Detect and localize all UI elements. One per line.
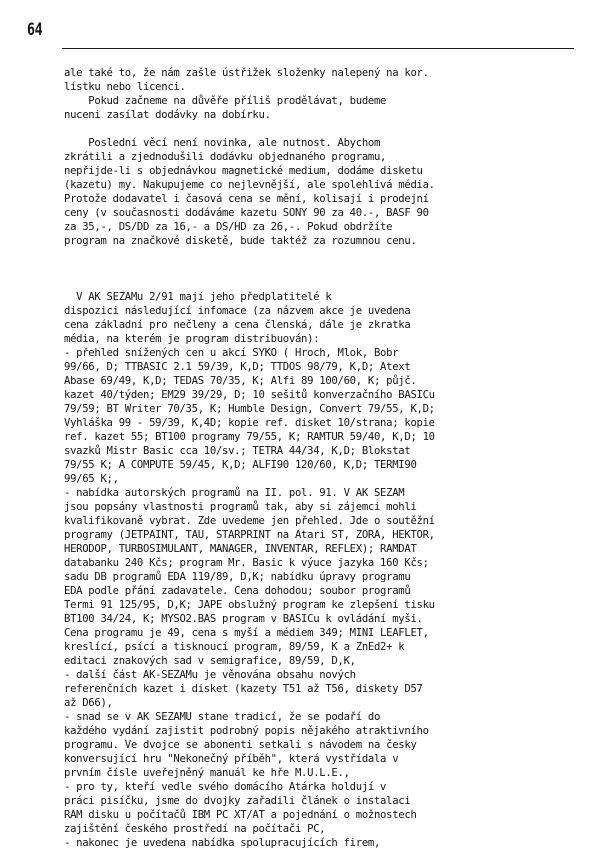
text-line: cena základní pro nečleny a cena členská, dále je zkratka (64, 319, 411, 331)
text-line: dispozici následující infomace (za názvem akce je uvedena (64, 305, 411, 317)
text-line: - nabídka autorských programů na II. pol. 91. V AK SEZAM (64, 487, 405, 499)
text-line: nepřijde-li s objednávkou magnetické medium, dodáme disketu (64, 165, 423, 177)
text-line: editaci znakových sad v semigrafice, 89/59, D,K, (64, 655, 356, 667)
text-line: 99/66, D; TTBASIC 2.1 59/39, K,D; TTDOS 98/79, K,D; Atext (64, 361, 411, 373)
text-line: ceny (v současnosti dodáváme kazetu SONY 90 za 40.-, BASF 90 (64, 207, 429, 219)
text-line: Termi 91 125/95, D,K; JAPE obslužný program ke zlepšení tisku (64, 599, 435, 611)
text-line: programu. Ve dvojce se abonenti setkali s návodem na česky (64, 739, 417, 751)
text-line: - pro ty, kteří vedle svého domácího Atárka holdují v (64, 781, 387, 793)
text-line: ref. kazet 55; BT100 programy 79/55, K; RAMTUR 59/40, K,D; 10 (64, 431, 435, 443)
text-line: kazet 40/týden; EM29 39/29, D; 10 sešitů konverzačního BASICu (64, 389, 435, 401)
text-line: jsou popsány vlastnosti programů tak, aby si zájemci mohli (64, 501, 417, 513)
text-line: - nakonec je uvedena nabídka spolupracujících firem, (64, 837, 381, 849)
text-line: program na značkové disketě, bude taktéž za rozumnou cenu. (64, 235, 417, 247)
text-line: Poslední věcí není novinka, ale nutnost. Abychom (64, 137, 381, 149)
text-line: Pokud začneme na důvěře příliš prodělávat, budeme (64, 95, 387, 107)
text-line: každého vydání zajistit podrobný popis nějakého atraktivního (64, 725, 429, 737)
text-line: - další část AK-SEZAMu je věnována obsahu nových (64, 669, 356, 681)
text-line: konversující hru "Nekonečný příběh", která vystřídala v (64, 753, 399, 765)
text-line: 99/65 K;, (64, 473, 119, 485)
text-line: za 35,-, DS/DD za 16,- a DS/HD za 26,-. Pokud obdržíte (64, 221, 393, 233)
text-line: kreslící, psící a tisknoucí program, 89/59, K a ZnEd2+ k (64, 641, 405, 653)
text-line: kvalifikovaně vybrat. Zde uvedeme jen přehled. Jde o soutěžní (64, 515, 435, 527)
text-line: programy (JETPAINT, TAU, STARPRINT na Atari ST, ZORA, HEKTOR, (64, 529, 435, 541)
text-line: V AK SEZAMu 2/91 mají jeho předplatitelé k (64, 291, 332, 303)
text-line: prvním čísle uveřejněný manuál ke hře M.U.L.E., (64, 767, 350, 779)
text-line: - snad se v AK SEZAMU stane tradicí, že se podaří do (64, 711, 381, 723)
text-line: práci pisíčku, jsme do dvojky zařadili článek o instalaci (64, 795, 411, 807)
text-line: Cena programu je 49, cena s myší a médiem 349; MINI LEAFLET, (64, 627, 429, 639)
page-number: 64 (27, 20, 43, 40)
text-line: nuceni zasílat dodávky na dobírku. (64, 109, 271, 121)
text-line: ale také to, že nám zašle ústřižek složenky nalepený na kor. (64, 67, 429, 79)
text-line: Vyhláška 99 - 59/39, K,4D; kopie ref. disket 10/strana; kopie (64, 417, 435, 429)
text-line: zajištění českého prostředí na počítači PC, (64, 823, 326, 835)
text-line: 79/55 K; A COMPUTE 59/45, K,D; ALFI90 120/60, K,D; TERMI90 (64, 459, 417, 471)
text-line: až D66), (64, 697, 113, 709)
text-line: zkrátili a zjednodušili dodávku objednaného programu, (64, 151, 387, 163)
text-line: (kazetu) my. Nakupujeme co nejlevnější, ale spolehlivá média. (64, 179, 435, 191)
text-line: EDA podle přání zadavatele. Cena dohodou; soubor programů (64, 585, 411, 597)
text-line: referenčních kazet i disket (kazety T51 až T56, diskety D57 (64, 683, 423, 695)
text-line: Abase 69/49, K,D; TEDAS 70/35, K; Alfi 89 100/60, K; půjč. (64, 375, 417, 387)
text-line: 79/59; BT Writer 70/35, K; Humble Design, Convert 79/55, K,D; (64, 403, 435, 415)
text-line: svazků Mistr Basic cca 10/sv.; TETRA 44/34, K,D; Blokstat (64, 445, 411, 457)
text-line: sadu DB programů EDA 119/89, D,K; nabídku úpravy programu (64, 571, 411, 583)
text-line: Protože dodavatel i časová cena se mění, kolisají i prodejní (64, 193, 429, 205)
text-line: - přehled snížených cen u akcí SYKO ( Hroch, Mlok, Bobr (64, 347, 399, 359)
header-rule (62, 48, 574, 49)
text-line: HERODOP, TURBOSIMULANT, MANAGER, INVENTAR, REFLEX); RAMDAT (64, 543, 417, 555)
text-line: média, na kterém je program distribuován): (64, 333, 320, 345)
text-line: databanku 240 Kčs; program Mr. Basic k výuce jazyka 160 Kčs; (64, 557, 429, 569)
text-line: BT100 34/24, K; MYSO2.BAS program v BASICu k ovládání myši. (64, 613, 423, 625)
text-line: lístku nebo licenci. (64, 81, 186, 93)
text-line: RAM disku u počítačů IBM PC XT/AT a pojednání o možnostech (64, 809, 417, 821)
